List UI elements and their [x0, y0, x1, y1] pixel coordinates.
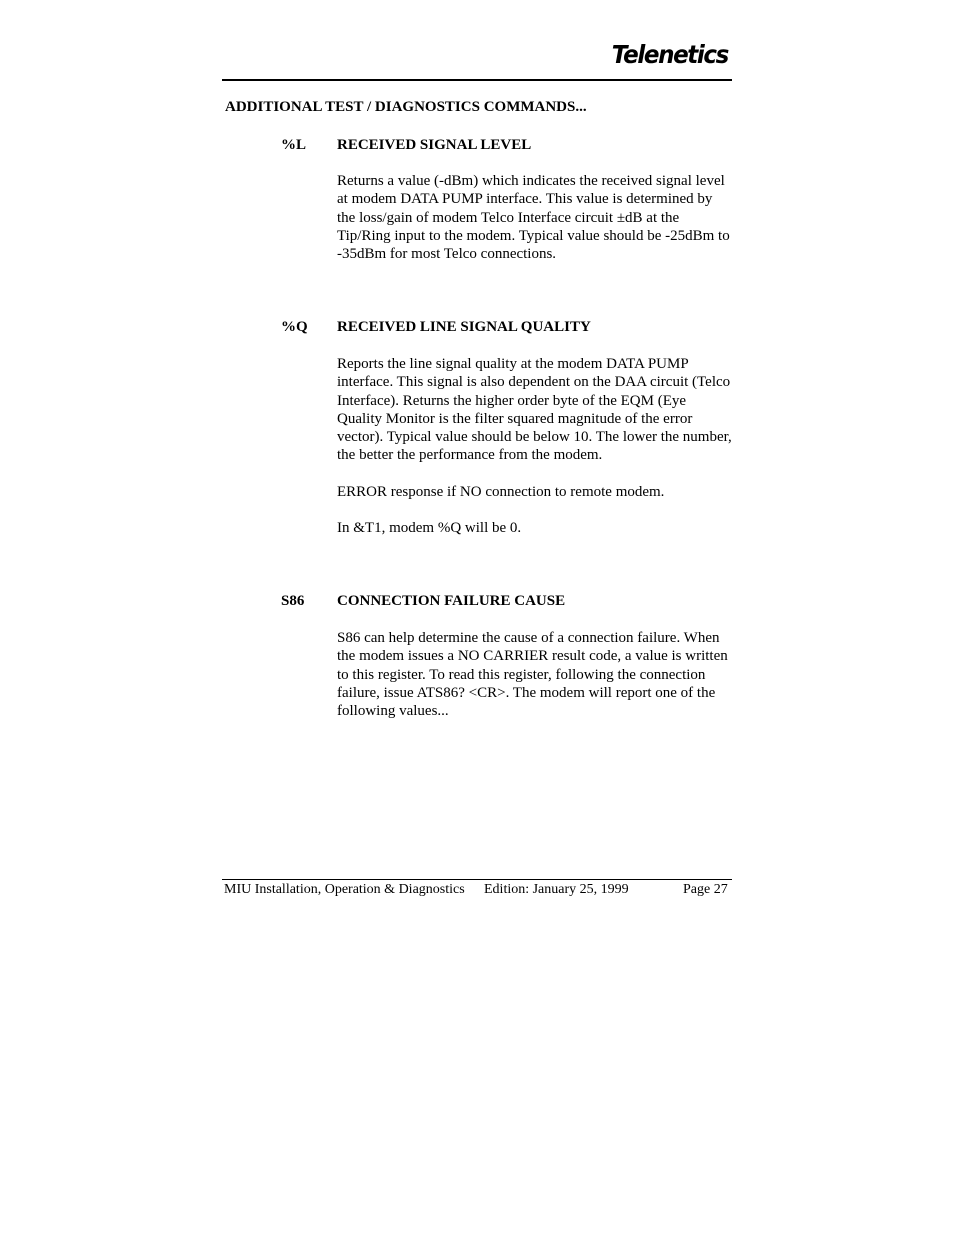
command-code-s86: S86 [281, 593, 305, 609]
command-title-l: RECEIVED SIGNAL LEVEL [337, 137, 532, 153]
header-rule [222, 79, 732, 81]
command-description-q: Reports the line signal quality at the modem DATA PUMP interface. This signal is also dependent on the DAA circuit (Telco Interface). Returns the higher order byte of the EQM (Eye Quality Monitor is the filter squared magnitude of the error vector). Typical value should be below 10. The lower the number, the better the performance from the modem. [337, 356, 732, 464]
footer-rule [222, 879, 732, 880]
command-title-q: RECEIVED LINE SIGNAL QUALITY [337, 319, 591, 335]
footer-page-number: Page 27 [683, 882, 728, 897]
command-note-q-t1: In &T1, modem %Q will be 0. [337, 520, 522, 536]
footer-manual-title: MIU Installation, Operation & Diagnostics [224, 882, 465, 897]
section-title: ADDITIONAL TEST / DIAGNOSTICS COMMANDS... [225, 99, 587, 115]
command-code-q: %Q [281, 319, 308, 335]
command-note-q-error: ERROR response if NO connection to remote modem. [337, 484, 665, 500]
command-description-l: Returns a value (-dBm) which indicates the received signal level at modem DATA PUMP interface. This value is determined by the loss/gain of modem Telco Interface circuit ±dB at the Tip/Ring input to the modem. Typical value should be -25dBm to -35dBm for most Telco connections. [337, 173, 730, 263]
footer-edition: Edition: January 25, 1999 [484, 882, 629, 897]
logo: Telenetics [611, 40, 728, 69]
command-title-s86: CONNECTION FAILURE CAUSE [337, 593, 566, 609]
command-description-s86: S86 can help determine the cause of a connection failure. When the modem issues a NO CARRIER result code, a value is written to this register. To read this register, following the connection failure, issue ATS86? <CR>. The modem will report one of the following values... [337, 630, 728, 720]
command-code-l: %L [281, 137, 307, 153]
